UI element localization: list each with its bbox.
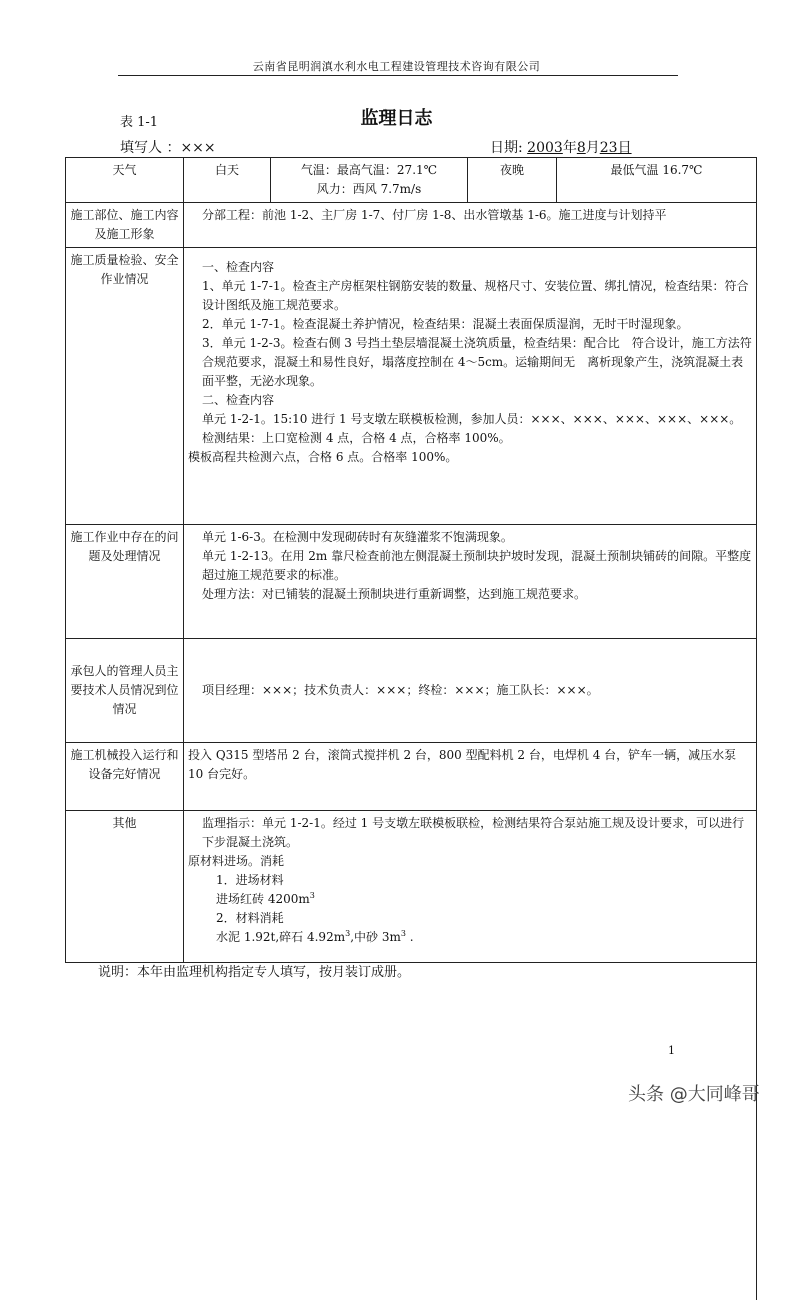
- personnel-label: 承包人的管理人员主要技术人员情况到位情况: [66, 639, 184, 743]
- page-number: 1: [668, 1044, 675, 1057]
- weather-label: 天气: [66, 158, 184, 203]
- weather-wind: 风力：西风 7.7m/s: [316, 182, 422, 196]
- quality-line: 3．单元 1-2-3。检查右侧 3 号挡土垫层墙混凝土浇筑质量，检查结果：配合比 符合设计，施工方法符合规范要求，混凝土和易性良好，塌落度控制在 4～5cm。运输期间无 离析现象产生，浇筑混凝土表面平整，无泌水现象。: [202, 336, 752, 388]
- personnel-content: [184, 639, 757, 743]
- weather-row: [66, 158, 757, 203]
- consumption-title: 2．材料消耗: [216, 911, 284, 925]
- quality-line: 1、单元 1-7-1。检查主产房框架柱钢筋安装的数量、规格尺寸、安装位置、绑扎情况，检查结果：符合设计图纸及施工规范要求。: [202, 279, 749, 312]
- consumption-b: ,中砂 3m: [350, 930, 401, 944]
- filler-row: [120, 137, 216, 157]
- date-day-unit: 日: [617, 140, 632, 156]
- machinery-content: [184, 743, 757, 811]
- consumption-text: [188, 928, 752, 947]
- log-table: [65, 157, 757, 963]
- problems-row: [66, 525, 757, 639]
- consumption-sup-a: 3: [345, 929, 351, 938]
- quality-line: 一、检查内容: [202, 260, 275, 274]
- materials-item-text: [188, 890, 752, 909]
- weather-night-label: 夜晚: [468, 158, 557, 203]
- machinery-text: 投入 Q315 型塔吊 2 台，滚筒式搅拌机 2 台，800 型配料机 2 台，电焊机 4 台，铲车一辆，减压水泵 10 台完好。: [188, 748, 737, 781]
- construction-label: 施工部位、施工内容及施工形象: [66, 203, 184, 248]
- quality-line: 单元 1-2-1。15:10 进行 1 号支墩左联模板检测，参加人员：×××、×××、×××、×××、×××。检测结果：上口宽检测 4 点，合格 4 点，合格率 100%。: [202, 412, 742, 445]
- quality-line: 模板高程共检测六点，合格 6 点。合格率 100%。: [188, 450, 458, 464]
- other-row: [66, 811, 757, 963]
- date-year-unit: 年: [562, 140, 577, 156]
- date-label: 日期:: [490, 140, 523, 156]
- construction-text: 分部工程：前池 1-2、主厂房 1-7、付厂房 1-8、出水管墩基 1-6。施工进度与计划持平: [202, 208, 667, 222]
- consumption-a: 水泥 1.92t,碎石 4.92m: [216, 930, 346, 944]
- date-year: 2003: [527, 140, 563, 156]
- right-margin-line: [756, 960, 757, 1300]
- consumption-sup-b: 3: [400, 929, 406, 938]
- weather-day-cell: [271, 158, 468, 203]
- instruction-text: 监理指示：单元 1-2-1。经过 1 号支墩左联模板联检，检测结果符合泵站施工规及设计要求，可以进行下步混凝土浇筑。: [202, 816, 745, 849]
- other-label: 其他: [66, 811, 184, 963]
- weather-day-label: 白天: [184, 158, 271, 203]
- consumption-end: .: [405, 930, 414, 944]
- problems-line: 单元 1-6-3。在检测中发现砌砖时有灰缝灌浆不饱满现象。: [202, 530, 513, 544]
- problems-content: [184, 525, 757, 639]
- quality-content: [184, 248, 757, 525]
- page-title: 监理日志: [360, 108, 433, 129]
- problems-line: 单元 1-2-13。在用 2m 靠尺检查前池左侧混凝土预制块护坡时发现，混凝土预制块铺砖的间隙。平整度超过施工规范要求的标准。: [202, 549, 752, 582]
- date-month-unit: 月: [585, 140, 600, 156]
- materials-item-title: 1．进场材料: [216, 873, 284, 887]
- filler-label: 填写人 ：: [120, 140, 181, 156]
- table-id: 表 1-1: [120, 115, 159, 130]
- construction-row: [66, 203, 757, 248]
- personnel-text: 项目经理：×××；技术负责人：×××；终检：×××；施工队长：×××。: [202, 683, 599, 697]
- quality-line: 二、检查内容: [202, 393, 275, 407]
- materials-title: 原材料进场。消耗: [188, 854, 285, 868]
- problems-label: 施工作业中存在的问题及处理情况: [66, 525, 184, 639]
- company-header: 云南省昆明润滇水利水电工程建设管理技术咨询有限公司: [252, 60, 541, 73]
- machinery-label: 施工机械投入运行和设备完好情况: [66, 743, 184, 811]
- weather-temp: 气温：最高气温：27.1℃: [300, 163, 438, 177]
- header-divider: [118, 75, 678, 76]
- weather-night-temp: 最低气温 16.7℃: [557, 158, 757, 203]
- quality-line: 2．单元 1-7-1。检查混凝土养护情况，检查结果：混凝土表面保质湿润，无时干时湿现象。: [202, 317, 689, 331]
- personnel-row: [66, 639, 757, 743]
- other-content: [184, 811, 757, 963]
- watermark-text: 头条 @大同峰哥: [628, 1084, 760, 1105]
- footer-note: 说明：本年由监理机构指定专人填写，按月装订成册。: [98, 965, 411, 980]
- problems-line: 处理方法：对已铺装的混凝土预制块进行重新调整，达到施工规范要求。: [202, 587, 587, 601]
- quality-row: [66, 248, 757, 525]
- filler-value: ×××: [180, 140, 216, 156]
- construction-content: [184, 203, 757, 248]
- brick-unit-sup: 3: [309, 891, 315, 900]
- date-month: 8: [576, 140, 586, 156]
- brick-text: 进场红砖 4200m: [216, 892, 310, 906]
- date-row: [490, 137, 632, 157]
- date-day: 23: [599, 140, 618, 156]
- quality-label: 施工质量检验、安全作业情况: [66, 248, 184, 525]
- machinery-row: [66, 743, 757, 811]
